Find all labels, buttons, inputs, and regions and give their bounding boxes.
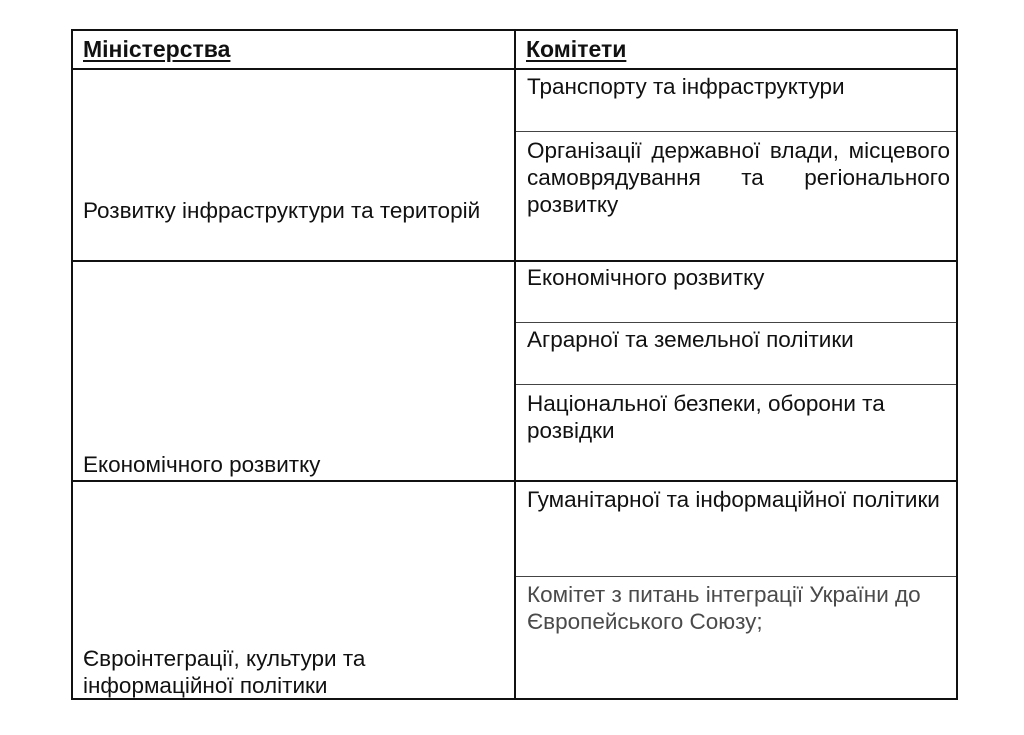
ministry-eurointegration: Євроінтеграції, культури та інформаційної політики	[83, 646, 366, 698]
committee-state-power: Організації державної влади, місцевого самоврядування та регіонального розвитку	[527, 138, 950, 217]
committee-divider	[516, 131, 956, 132]
committee-divider	[516, 384, 956, 385]
committee-economic: Економічного розвитку	[527, 265, 765, 290]
ministry-infrastructure: Розвитку інфраструктури та територій	[83, 198, 481, 223]
header-ministries: Міністерства	[73, 31, 516, 69]
committee-divider	[516, 322, 956, 323]
ministries-committees-table	[71, 29, 958, 700]
committee-transport: Транспорту та інфраструктури	[527, 74, 845, 99]
committee-agrarian: Аграрної та земельної політики	[527, 327, 854, 352]
committee-divider	[516, 576, 956, 577]
header-committees: Комітети	[526, 36, 627, 62]
row-divider-1	[73, 260, 956, 262]
committee-humanitarian: Гуманітарної та інформаційної політики	[527, 487, 940, 512]
committee-eu-integration: Комітет з питань інтеграції України до Європейського Союзу;	[527, 582, 921, 634]
committee-security: Національної безпеки, оборони та розвідки	[527, 391, 885, 443]
row-divider-2	[73, 480, 956, 482]
ministry-economic: Економічного розвитку	[83, 452, 321, 477]
